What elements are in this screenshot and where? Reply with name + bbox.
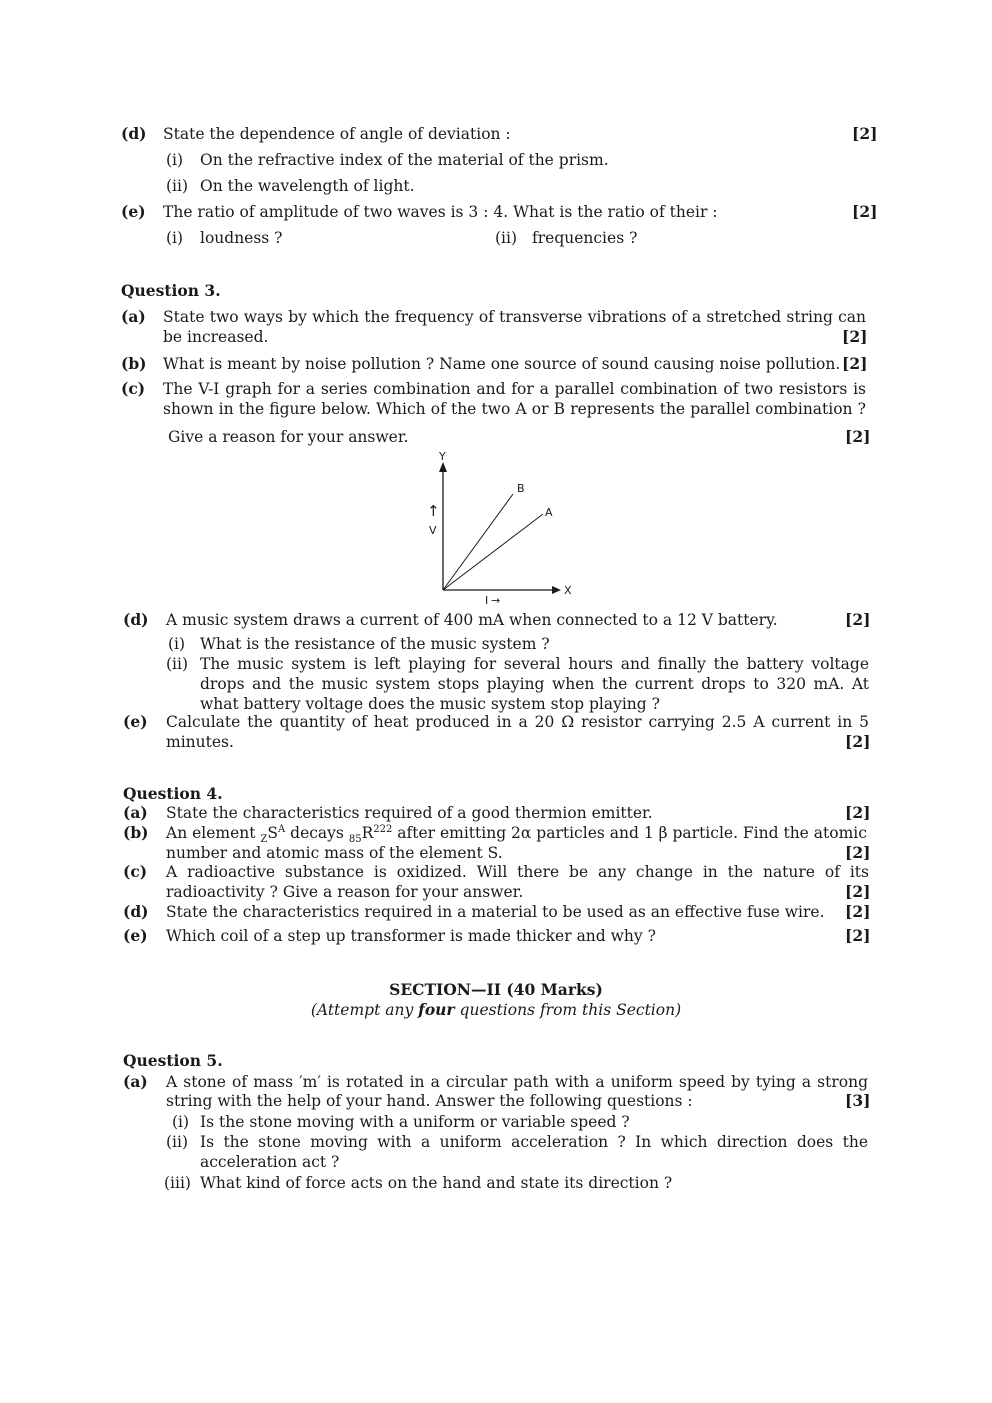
q4a-text: State the characteristics required of a good thermion emitter. [166, 804, 653, 822]
q4b-atomic-85: 85 [348, 834, 362, 846]
q2e-i-text: loudness ? [200, 229, 283, 247]
q4e-label: (e) [123, 926, 148, 945]
q5a-i-text: Is the stone moving with a uniform or variable speed ? [200, 1113, 630, 1131]
q4b-mass-a: A [278, 823, 286, 835]
q5a-ii-line1: Is the stone moving with a uniform acceleration ? In which direction does the [200, 1133, 868, 1151]
graph-x-arrowhead [552, 586, 561, 594]
graph-v-arrow: ↑ [427, 502, 440, 520]
q4b-atomic-z: Z [260, 834, 268, 846]
q2e-marks: [2] [852, 202, 878, 221]
section-instruction-bold: four [418, 1000, 455, 1019]
q3e-line1: Calculate the quantity of heat produced in a 20 Ω resistor carrying 2.5 A current in 5 [166, 713, 869, 731]
q3a-line1: State two ways by which the frequency of transverse vibrations of a stretched string can [163, 308, 866, 326]
q5a-i-label: (i) [172, 1113, 190, 1131]
q5a-iii-label: (iii) [164, 1174, 191, 1192]
q3b-text: What is meant by noise pollution ? Name one source of sound causing noise pollution. [163, 355, 841, 373]
q4b-symbol-s: S [267, 824, 278, 842]
q4c-line2: radioactivity ? Give a reason for your answer. [166, 883, 524, 901]
q5-heading: Question 5. [123, 1051, 223, 1070]
q3d-ii-line2: drops and the music system stops playing when the current drops to 320 mA. At [200, 675, 869, 693]
q2d-i-label: (i) [166, 151, 184, 169]
q4b-line1 [166, 823, 869, 846]
q2e-ii-label: (ii) [495, 229, 518, 247]
graph-line-a [443, 514, 543, 590]
q3-heading: Question 3. [121, 281, 221, 300]
q4d-marks: [2] [845, 902, 871, 921]
q2d-marks: [2] [852, 124, 878, 143]
q3e-label: (e) [123, 712, 148, 731]
q3d-ii-line1: The music system is left playing for several hours and finally the battery voltage [200, 655, 869, 673]
q5a-line1: A stone of mass ′m′ is rotated in a circular path with a uniform speed by tying a strong [166, 1073, 868, 1091]
q4d-label: (d) [123, 902, 149, 921]
section-instruction-2: questions from this Section) [454, 1001, 682, 1019]
q3c-line1: The V-I graph for a series combination and for a parallel combination of two resistors is [163, 380, 866, 398]
q4b-line2: number and atomic mass of the element S. [166, 844, 503, 862]
q4b-marks: [2] [845, 843, 871, 862]
q3e-line2: minutes. [166, 733, 234, 751]
q3d-ii-label: (ii) [166, 655, 189, 673]
q5a-label: (a) [123, 1072, 148, 1091]
q4b-symbol-r: R [361, 824, 374, 842]
q5a-line2: string with the help of your hand. Answer the following questions : [166, 1092, 693, 1110]
q2d-text: State the dependence of angle of deviation : [163, 125, 511, 143]
q2d-ii-label: (ii) [166, 177, 189, 195]
q4-heading: Question 4. [123, 784, 223, 803]
q2d-i-text: On the refractive index of the material of the prism. [200, 151, 609, 169]
q3d-text: A music system draws a current of 400 mA when connected to a 12 V battery. [166, 611, 778, 629]
q4e-text: Which coil of a step up transformer is made thicker and why ? [166, 927, 656, 945]
q2e-label: (e) [121, 202, 146, 221]
q3d-label: (d) [123, 610, 149, 629]
section-instruction-1: (Attempt any [310, 1001, 419, 1019]
q4c-line1: A radioactive substance is oxidized. Will there be any change in the nature of its [166, 863, 869, 881]
graph-v-label: V [429, 524, 437, 537]
graph-i-arrow: → [491, 594, 501, 607]
q4a-label: (a) [123, 803, 148, 822]
graph-y-label: Y [439, 450, 446, 463]
q3a-label: (a) [121, 307, 146, 326]
section-title: SECTION—II (40 Marks) [389, 980, 603, 999]
graph-line-b [443, 494, 513, 590]
graph-line-b-label: B [517, 482, 525, 495]
q4e-marks: [2] [845, 926, 871, 945]
q4c-marks: [2] [845, 882, 871, 901]
q2e-i-label: (i) [166, 229, 184, 247]
q5a-ii-label: (ii) [166, 1133, 189, 1151]
q5a-iii-text: What kind of force acts on the hand and state its direction ? [200, 1174, 673, 1192]
q3d-i-text: What is the resistance of the music system ? [200, 635, 550, 653]
q3b-marks: [2] [842, 354, 868, 373]
section-instruction [0, 1000, 992, 1020]
q3a-line2: be increased. [163, 328, 269, 346]
q4a-marks: [2] [845, 803, 871, 822]
q3d-i-label: (i) [168, 635, 186, 653]
q2e-ii-text: frequencies ? [532, 229, 638, 247]
q3c-line2: shown in the figure below. Which of the two A or B represents the parallel combination ? [163, 400, 866, 418]
q2d-ii-text: On the wavelength of light. [200, 177, 415, 195]
q3c-marks: [2] [845, 427, 871, 446]
graph-i-label: I [485, 594, 489, 607]
graph-y-arrowhead [439, 462, 447, 472]
q5a-ii-line2: acceleration act ? [200, 1153, 340, 1171]
vi-graph [415, 450, 585, 610]
graph-line-a-label: A [545, 506, 553, 519]
q3b-label: (b) [121, 354, 147, 373]
q4b-text-1: An element [166, 824, 261, 842]
q2d-label: (d) [121, 124, 147, 143]
q3c-label: (c) [121, 379, 146, 398]
q4c-label: (c) [123, 862, 148, 881]
q4b-mass-222: 222 [373, 823, 393, 835]
q5a-marks: [3] [845, 1091, 871, 1110]
q3d-ii-line3: what battery voltage does the music system stop playing ? [200, 695, 660, 713]
q3e-marks: [2] [845, 732, 871, 751]
q4b-text-3: after emitting 2α particles and 1 β particle. Find the atomic [392, 824, 867, 842]
q2e-text: The ratio of amplitude of two waves is 3 : 4. What is the ratio of their : [163, 203, 718, 221]
q4b-text-2: decays [285, 824, 349, 842]
q4d-text: State the characteristics required in a material to be used as an effective fuse wire. [166, 903, 825, 921]
graph-x-label: X [564, 584, 572, 597]
q3d-marks: [2] [845, 610, 871, 629]
q3a-marks: [2] [842, 327, 868, 346]
q4b-label: (b) [123, 823, 149, 842]
q3c-line3: Give a reason for your answer. [168, 428, 409, 446]
